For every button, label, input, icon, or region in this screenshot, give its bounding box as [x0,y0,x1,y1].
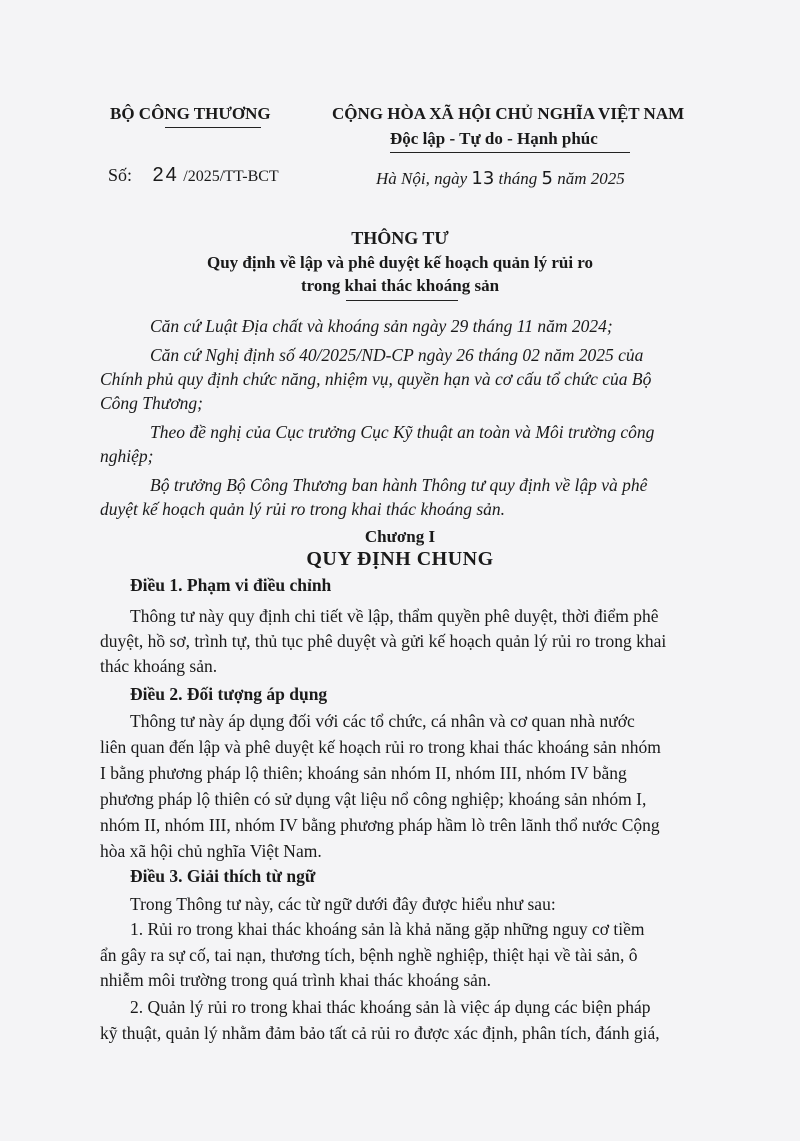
place-date [376,168,625,189]
handwritten-day: 13 [471,168,495,189]
article-2-heading: Điều 2. Đối tượng áp dụng [130,684,328,704]
doc-number-value: 24 [152,164,179,186]
article-3-line: ẩn gây ra sự cố, tai nạn, thương tích, bệnh nghề nghiệp, thiệt hại về tài sản, ô [100,945,638,965]
doc-number-label: Số: [108,165,133,185]
article-3-line: Trong Thông tư này, các từ ngữ dưới đây được hiểu như sau: [130,894,556,914]
place-date-prefix: Hà Nội, ngày [376,169,472,188]
article-3-heading: Điều 3. Giải thích từ ngữ [130,866,316,886]
article-3-line: 1. Rủi ro trong khai thác khoáng sản là khả năng gặp những nguy cơ tiềm [130,919,645,939]
article-2-line: liên quan đến lập và phê duyệt kế hoạch rủi ro trong khai thác khoáng sản nhóm [100,737,661,757]
article-3-line: 2. Quản lý rủi ro trong khai thác khoáng sản là việc áp dụng các biện pháp [130,997,651,1017]
article-2-line: I bằng phương pháp lộ thiên; khoáng sản nhóm II, nhóm III, nhóm IV bằng [100,763,627,783]
article-3-line: nhiễm môi trường trong quá trình khai thác khoáng sản. [100,970,492,990]
article-1-line: thác khoáng sản. [100,656,218,676]
article-1-heading: Điều 1. Phạm vi điều chỉnh [130,575,332,595]
preamble-line: Bộ trưởng Bộ Công Thương ban hành Thông tư quy định về lập và phê [150,475,648,495]
article-1-line: Thông tư này quy định chi tiết về lập, thẩm quyền phê duyệt, thời điểm phê [130,606,659,626]
subject-underline [346,300,458,301]
preamble-line: nghiệp; [100,446,154,466]
article-2-line: hòa xã hội chủ nghĩa Việt Nam. [100,841,322,861]
handwritten-month: 5 [541,168,553,189]
doc-number-suffix: /2025/TT-BCT [183,168,279,185]
preamble-line: Theo đề nghị của Cục trưởng Cục Kỹ thuật an toàn và Môi trường công [150,422,655,442]
preamble-line: duyệt kế hoạch quản lý rủi ro trong khai thác khoáng sản. [100,499,506,519]
document-type-title: THÔNG TƯ [351,228,449,248]
preamble-line: Chính phủ quy định chức năng, nhiệm vụ, quyền hạn và cơ cấu tổ chức của Bộ [100,369,652,389]
chapter-label: Chương I [364,527,436,546]
place-date-month-label: tháng [494,169,542,188]
national-motto: Độc lập - Tự do - Hạnh phúc [390,129,598,148]
article-2-line: nhóm II, nhóm III, nhóm IV bằng phương pháp hầm lò trên lãnh thổ nước Cộng [100,815,660,835]
article-3-line: kỹ thuật, quản lý nhằm đảm bảo tất cả rủi ro được xác định, phân tích, đánh giá, [100,1023,660,1043]
chapter-title: QUY ĐỊNH CHUNG [306,548,494,570]
place-date-year: năm 2025 [552,169,625,188]
motto-underline [390,152,630,153]
national-title: CỘNG HÒA XÃ HỘI CHỦ NGHĨA VIỆT NAM [332,104,685,123]
document-subject-line-2: trong khai thác khoáng sản [300,276,500,295]
article-2-line: Thông tư này áp dụng đối với các tổ chức, cá nhân và cơ quan nhà nước [130,711,635,731]
document-number [108,164,279,187]
preamble-line: Công Thương; [100,393,203,413]
preamble-line: Căn cứ Nghị định số 40/2025/ND-CP ngày 26 tháng 02 năm 2025 của [150,345,644,365]
article-2-line: phương pháp lộ thiên có sử dụng vật liệu nổ công nghiệp; khoáng sản nhóm I, [100,789,647,809]
document-subject-line-1: Quy định về lập và phê duyệt kế hoạch quản lý rủi ro [206,253,594,272]
article-1-line: duyệt, hồ sơ, trình tự, thủ tục phê duyệt và gửi kế hoạch quản lý rủi ro trong khai [100,631,667,651]
issuing-agency: BỘ CÔNG THƯƠNG [110,104,271,123]
preamble-line: Căn cứ Luật Địa chất và khoáng sản ngày 29 tháng 11 năm 2024; [150,316,613,336]
agency-underline [165,127,261,128]
